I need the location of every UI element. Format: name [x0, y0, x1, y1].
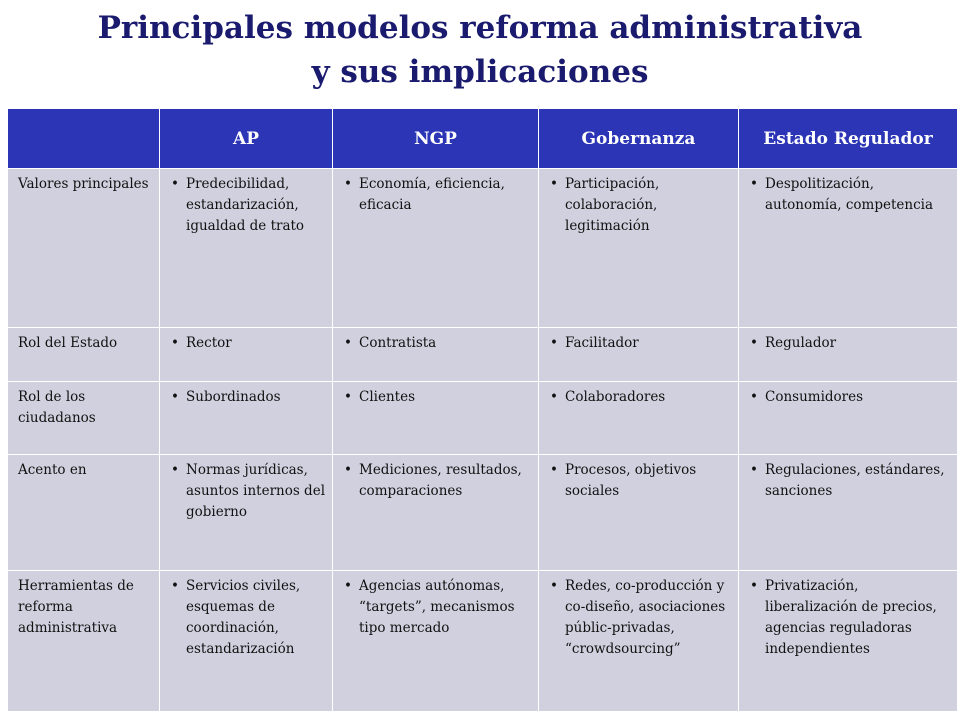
comparison-table	[7, 108, 958, 712]
table-cell	[160, 169, 333, 328]
table-row-rol-de-los-ciudadanos	[8, 382, 958, 455]
cell-bullet: • Subordinados	[168, 387, 326, 408]
cell-bullet: • Mediciones, resultados, comparaciones	[341, 460, 532, 502]
table-cell	[333, 571, 539, 712]
header-cell-ngp: NGP	[333, 109, 539, 169]
table-cell	[160, 455, 333, 571]
cell-bullet: • Clientes	[341, 387, 532, 408]
header-cell-ap: AP	[160, 109, 333, 169]
cell-bullet: • Facilitador	[547, 333, 732, 354]
cell-bullet: • Contratista	[341, 333, 532, 354]
table-cell	[333, 169, 539, 328]
slide-title-line-2: y sus implicaciones	[311, 54, 649, 90]
table-cell	[160, 571, 333, 712]
cell-bullet: • Predecibilidad, estandarización, igualdad de trato	[168, 174, 326, 237]
cell-bullet: • Despolitización, autonomía, competencia	[747, 174, 951, 216]
cell-bullet: • Consumidores	[747, 387, 951, 408]
table-cell	[333, 328, 539, 382]
cell-bullet: • Regulaciones, estándares, sanciones	[747, 460, 951, 502]
row-label: Acento en	[8, 455, 160, 571]
slide-title-line-1: Principales modelos reforma administrativa	[97, 10, 863, 46]
cell-bullet: • Servicios civiles, esquemas de coordinación, estandarización	[168, 576, 326, 660]
table-cell	[739, 169, 958, 328]
cell-bullet: • Privatización, liberalización de precios, agencias reguladoras independientes	[747, 576, 951, 660]
row-label: Rol del Estado	[8, 328, 160, 382]
table-row-valores-principales	[8, 169, 958, 328]
table-cell	[739, 455, 958, 571]
table-cell	[333, 455, 539, 571]
cell-bullet: • Colaboradores	[547, 387, 732, 408]
cell-bullet: • Regulador	[747, 333, 951, 354]
table-cell	[739, 328, 958, 382]
cell-bullet: • Procesos, objetivos sociales	[547, 460, 732, 502]
table-cell	[539, 455, 739, 571]
table-row-acento-en	[8, 455, 958, 571]
cell-bullet: • Economía, eficiencia, eficacia	[341, 174, 532, 216]
header-cell-empty	[8, 109, 160, 169]
table-cell	[333, 382, 539, 455]
cell-bullet: • Rector	[168, 333, 326, 354]
row-label: Valores principales	[8, 169, 160, 328]
row-label: Rol de los ciudadanos	[8, 382, 160, 455]
cell-bullet: • Participación, colaboración, legitimación	[547, 174, 732, 237]
table-cell	[739, 571, 958, 712]
table-cell	[739, 382, 958, 455]
row-label: Herramientas de reforma administrativa	[8, 571, 160, 712]
table-cell	[539, 169, 739, 328]
table-cell	[539, 382, 739, 455]
table-cell	[160, 382, 333, 455]
table-row-herramientas	[8, 571, 958, 712]
header-cell-gobernanza: Gobernanza	[539, 109, 739, 169]
table-header-row	[8, 109, 958, 169]
table-cell	[160, 328, 333, 382]
cell-bullet: • Agencias autónomas, “targets”, mecanismos tipo mercado	[341, 576, 532, 639]
cell-bullet: • Redes, co-producción y co-diseño, asociaciones públic-privadas, “crowdsourcing”	[547, 576, 732, 660]
table-cell	[539, 328, 739, 382]
cell-bullet: • Normas jurídicas, asuntos internos del gobierno	[168, 460, 326, 523]
header-cell-estado-regulador: Estado Regulador	[739, 109, 958, 169]
table-row-rol-del-estado	[8, 328, 958, 382]
slide-title	[0, 6, 960, 94]
table-cell	[539, 571, 739, 712]
